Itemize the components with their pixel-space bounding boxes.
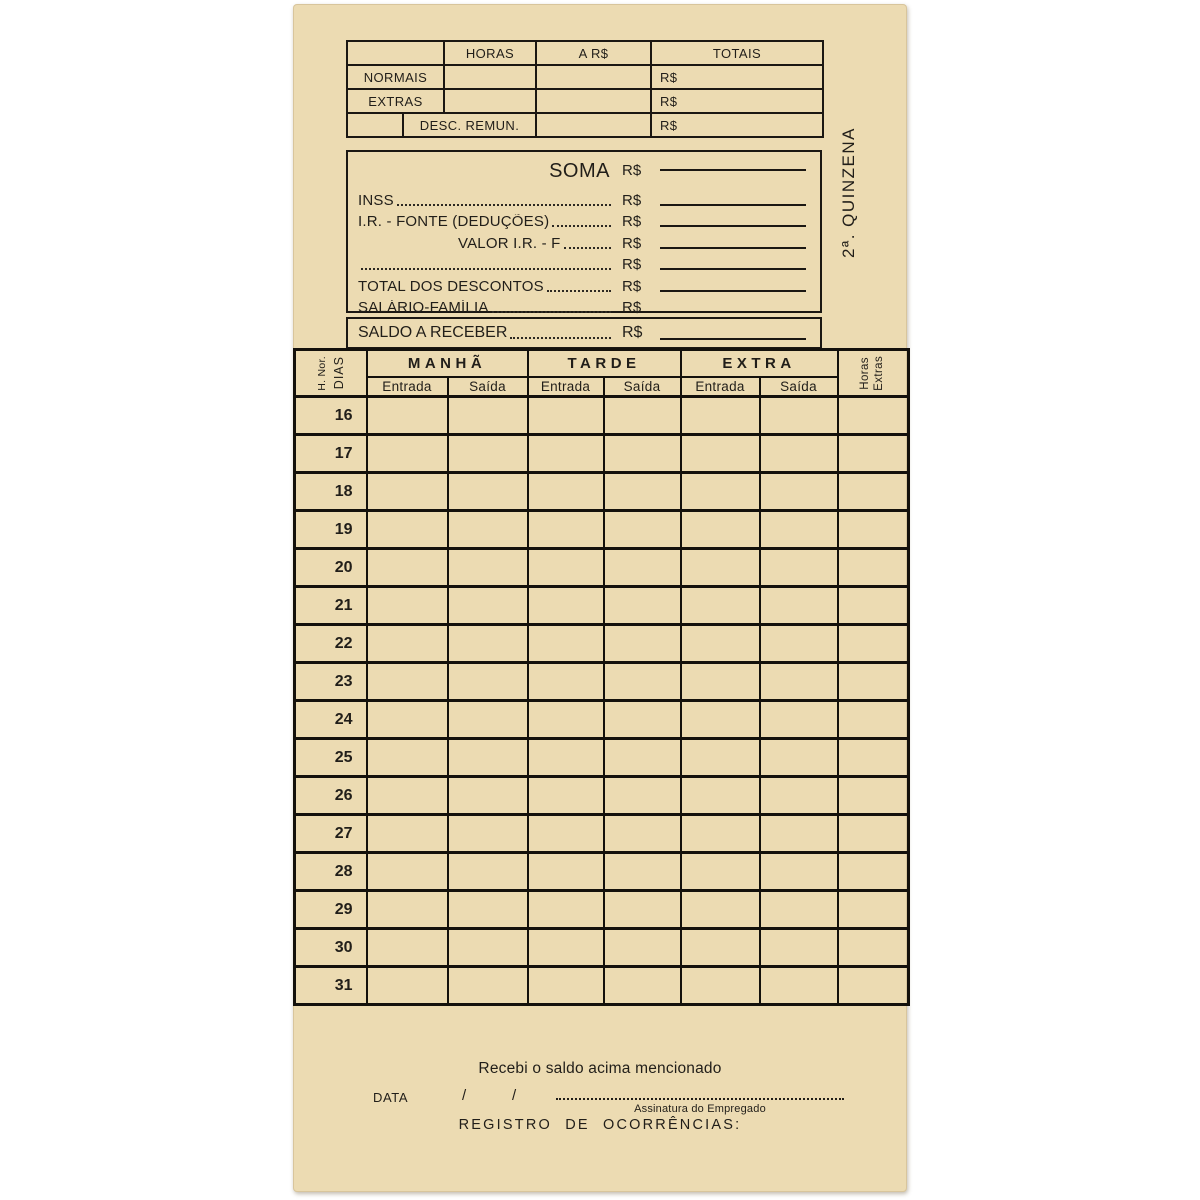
time-cell-horas-extras (838, 473, 909, 511)
time-cell-manha-entrada (367, 587, 448, 625)
time-cell-extra-saida (760, 967, 838, 1005)
dotted-leader (492, 311, 611, 313)
day-row (295, 929, 909, 967)
time-cell-manha-saida (448, 891, 528, 929)
normais-valor-cell (536, 65, 651, 89)
time-cell-tarde-entrada (528, 511, 604, 549)
deductions-box (346, 150, 822, 317)
time-cell-manha-entrada (367, 853, 448, 891)
time-cell-extra-entrada (681, 435, 760, 473)
time-cell-extra-saida (760, 815, 838, 853)
summary-lines (348, 155, 820, 316)
time-cell-manha-saida (448, 929, 528, 967)
payroll-header-row (347, 41, 823, 65)
time-cell-manha-entrada (367, 397, 448, 435)
time-cell-extra-saida (760, 701, 838, 739)
a-rs-header: A R$ (536, 41, 651, 65)
time-cell-manha-entrada (367, 701, 448, 739)
summary-line-label: SALÁRIO-FAMÍLIA (358, 300, 489, 316)
time-cell-tarde-entrada (528, 777, 604, 815)
summary-line (348, 187, 820, 209)
time-cell-manha-entrada (367, 473, 448, 511)
time-cell-tarde-entrada (528, 663, 604, 701)
normais-horas-cell (444, 65, 536, 89)
dotted-leader (547, 290, 611, 292)
time-cell-tarde-saida (604, 473, 681, 511)
time-cell-horas-extras (838, 549, 909, 587)
saldo-label-zone (358, 324, 614, 342)
time-cell-manha-saida (448, 587, 528, 625)
time-cell-tarde-saida (604, 815, 681, 853)
time-cell-tarde-entrada (528, 929, 604, 967)
time-cell-manha-saida (448, 701, 528, 739)
time-cell-extra-saida (760, 739, 838, 777)
day-number: 31 (295, 967, 367, 1005)
summary-line (348, 230, 820, 252)
time-cell-extra-saida (760, 473, 838, 511)
horas-header: HORAS (444, 41, 536, 65)
time-cell-tarde-saida (604, 549, 681, 587)
day-number: 30 (295, 929, 367, 967)
totais-header: TOTAIS (651, 41, 823, 65)
day-row (295, 967, 909, 1005)
time-cell-horas-extras (838, 435, 909, 473)
extra-entrada-header: Entrada (681, 377, 760, 397)
day-number: 28 (295, 853, 367, 891)
time-cell-manha-entrada (367, 549, 448, 587)
currency-label: R$ (622, 191, 642, 209)
day-row (295, 777, 909, 815)
time-cell-horas-extras (838, 625, 909, 663)
day-number: 23 (295, 663, 367, 701)
day-row (295, 625, 909, 663)
time-cell-extra-entrada (681, 929, 760, 967)
day-row (295, 473, 909, 511)
time-cell-extra-saida (760, 435, 838, 473)
time-cell-tarde-entrada (528, 853, 604, 891)
time-cell-extra-entrada (681, 701, 760, 739)
time-cell-extra-entrada (681, 511, 760, 549)
time-cell-manha-saida (448, 815, 528, 853)
day-number: 18 (295, 473, 367, 511)
tarde-entrada-header: Entrada (528, 377, 604, 397)
desc-remun-label: DESC. REMUN. (403, 113, 536, 137)
normais-label: NORMAIS (347, 65, 444, 89)
day-number: 19 (295, 511, 367, 549)
desc-remun-row (347, 113, 823, 137)
currency-label: R$ (622, 299, 642, 317)
extra-group-header: EXTRA (681, 350, 838, 377)
time-cell-tarde-saida (604, 929, 681, 967)
signature-dotted-line (556, 1082, 844, 1100)
time-cell-tarde-entrada (528, 815, 604, 853)
time-cell-tarde-entrada (528, 397, 604, 435)
time-cell-horas-extras (838, 701, 909, 739)
time-cell-tarde-entrada (528, 435, 604, 473)
normais-row (347, 65, 823, 89)
quinzena-label: 2ª. QUINZENA (839, 127, 858, 259)
dotted-leader (552, 225, 611, 227)
day-row (295, 511, 909, 549)
time-cell-manha-saida (448, 663, 528, 701)
time-cell-extra-entrada (681, 891, 760, 929)
time-cell-horas-extras (838, 663, 909, 701)
dotted-leader (361, 268, 611, 270)
day-row (295, 397, 909, 435)
amount-line (660, 268, 806, 270)
time-cell-tarde-entrada (528, 967, 604, 1005)
time-cell-manha-entrada (367, 511, 448, 549)
time-cell-manha-saida (448, 967, 528, 1005)
receipt-text: Recebi o saldo acima mencionado (478, 1060, 722, 1077)
time-cell-extra-entrada (681, 815, 760, 853)
extra-saida-header: Saída (760, 377, 838, 397)
time-cell-horas-extras (838, 587, 909, 625)
timesheet-group-header-row (295, 350, 909, 377)
time-cell-manha-entrada (367, 815, 448, 853)
time-cell-manha-saida (448, 511, 528, 549)
horas-extras-line2: Extras (873, 355, 886, 391)
currency-label: R$ (622, 324, 643, 341)
horas-extras-header (838, 350, 909, 397)
dias-label: DIAS (331, 356, 346, 390)
day-number: 17 (295, 435, 367, 473)
manha-saida-header: Saída (448, 377, 528, 397)
day-number: 21 (295, 587, 367, 625)
time-cell-manha-entrada (367, 891, 448, 929)
day-number: 20 (295, 549, 367, 587)
summary-line (348, 252, 820, 274)
summary-line-label: TOTAL DOS DESCONTOS (358, 278, 544, 295)
desc-remun-total-cell: R$ (651, 113, 823, 137)
timesheet-table (293, 348, 910, 1006)
time-cell-extra-saida (760, 397, 838, 435)
amount-line (660, 225, 806, 227)
time-cell-tarde-entrada (528, 891, 604, 929)
day-number: 24 (295, 701, 367, 739)
time-cell-extra-saida (760, 511, 838, 549)
time-cell-manha-saida (448, 777, 528, 815)
time-cell-extra-saida (760, 587, 838, 625)
summary-line (348, 209, 820, 231)
time-cell-tarde-entrada (528, 625, 604, 663)
time-cell-manha-entrada (367, 435, 448, 473)
day-row (295, 435, 909, 473)
time-cell-extra-entrada (681, 473, 760, 511)
currency-label: R$ (622, 277, 642, 295)
amount-line (660, 204, 806, 206)
time-cell-tarde-saida (604, 891, 681, 929)
day-number: 22 (295, 625, 367, 663)
amount-line (660, 326, 806, 340)
dias-corner-header (295, 350, 367, 397)
time-cell-extra-entrada (681, 625, 760, 663)
day-number: 27 (295, 815, 367, 853)
dias-corner-box (296, 356, 366, 391)
payroll-summary-table (346, 40, 824, 138)
time-cell-extra-saida (760, 853, 838, 891)
time-cell-tarde-entrada (528, 549, 604, 587)
time-cell-tarde-saida (604, 967, 681, 1005)
time-cell-manha-saida (448, 853, 528, 891)
day-row (295, 853, 909, 891)
time-cell-extra-entrada (681, 739, 760, 777)
day-row (295, 587, 909, 625)
time-cell-tarde-entrada (528, 701, 604, 739)
summary-line (348, 295, 820, 317)
horas-extras-box (839, 355, 908, 391)
time-cell-extra-entrada (681, 549, 760, 587)
summary-line-label: VALOR I.R. - F (458, 235, 561, 252)
time-cell-extra-saida (760, 891, 838, 929)
time-cell-extra-saida (760, 663, 838, 701)
extras-horas-cell (444, 89, 536, 113)
time-cell-manha-entrada (367, 967, 448, 1005)
day-number: 16 (295, 397, 367, 435)
time-cell-horas-extras (838, 853, 909, 891)
timecard (293, 4, 907, 1192)
time-cell-extra-entrada (681, 587, 760, 625)
time-cell-extra-saida (760, 929, 838, 967)
time-cell-manha-saida (448, 549, 528, 587)
registro-label: REGISTRO DE OCORRÊNCIAS: (458, 1117, 742, 1133)
time-cell-manha-entrada (367, 777, 448, 815)
currency-label: R$ (622, 256, 642, 274)
extras-row (347, 89, 823, 113)
signature-label: Assinatura do Empregado (634, 1103, 766, 1115)
horas-extras-line1: Horas (859, 356, 872, 390)
day-row (295, 549, 909, 587)
day-row (295, 663, 909, 701)
manha-entrada-header: Entrada (367, 377, 448, 397)
extras-valor-cell (536, 89, 651, 113)
time-cell-tarde-saida (604, 587, 681, 625)
time-cell-extra-entrada (681, 967, 760, 1005)
time-cell-tarde-saida (604, 739, 681, 777)
day-row (295, 739, 909, 777)
summary-line-label: SOMA (549, 160, 610, 182)
time-cell-tarde-saida (604, 663, 681, 701)
h-nor-label: H. Nor. (315, 355, 328, 391)
time-cell-extra-saida (760, 777, 838, 815)
amount-line (660, 247, 806, 249)
timesheet-sub-header-row (295, 377, 909, 397)
date-slash-1: / (462, 1087, 467, 1104)
time-cell-horas-extras (838, 739, 909, 777)
time-cell-tarde-saida (604, 625, 681, 663)
normais-total-cell: R$ (651, 65, 823, 89)
desc-remun-blank-cell (347, 113, 403, 137)
time-cell-horas-extras (838, 891, 909, 929)
time-cell-manha-saida (448, 473, 528, 511)
time-cell-tarde-entrada (528, 739, 604, 777)
time-cell-extra-entrada (681, 663, 760, 701)
time-cell-tarde-saida (604, 701, 681, 739)
day-number: 26 (295, 777, 367, 815)
time-cell-manha-saida (448, 435, 528, 473)
time-cell-manha-saida (448, 739, 528, 777)
time-cell-horas-extras (838, 511, 909, 549)
date-slash-2: / (512, 1087, 517, 1104)
extras-total-cell: R$ (651, 89, 823, 113)
saldo-label: SALDO A RECEBER (358, 324, 508, 341)
saldo-box (346, 317, 822, 349)
extras-label: EXTRAS (347, 89, 444, 113)
time-cell-horas-extras (838, 967, 909, 1005)
time-cell-manha-entrada (367, 739, 448, 777)
time-cell-tarde-saida (604, 435, 681, 473)
amount-line (660, 311, 806, 313)
summary-line-label: I.R. - FONTE (DEDUÇÕES) (358, 214, 550, 230)
payroll-corner-cell (347, 41, 444, 65)
time-cell-horas-extras (838, 929, 909, 967)
time-cell-tarde-saida (604, 853, 681, 891)
time-cell-tarde-entrada (528, 473, 604, 511)
currency-label: R$ (622, 234, 642, 252)
summary-line (348, 155, 820, 187)
dotted-leader (510, 337, 611, 339)
manha-group-header: MANHÃ (367, 350, 528, 377)
timesheet-body (295, 397, 909, 1005)
day-row (295, 891, 909, 929)
quinzena-band (821, 92, 877, 294)
amount-line (660, 290, 806, 292)
date-label: DATA (373, 1090, 409, 1105)
time-cell-manha-saida (448, 397, 528, 435)
summary-line-label: INSS (358, 192, 394, 209)
desc-remun-valor-cell (536, 113, 651, 137)
time-cell-tarde-entrada (528, 587, 604, 625)
amount-line (660, 169, 806, 171)
day-number: 25 (295, 739, 367, 777)
dotted-leader (397, 204, 611, 206)
time-cell-extra-entrada (681, 397, 760, 435)
time-cell-tarde-saida (604, 511, 681, 549)
currency-label: R$ (622, 213, 642, 231)
day-row (295, 701, 909, 739)
time-cell-horas-extras (838, 397, 909, 435)
time-cell-tarde-saida (604, 777, 681, 815)
time-cell-extra-entrada (681, 853, 760, 891)
time-cell-extra-saida (760, 549, 838, 587)
time-cell-extra-entrada (681, 777, 760, 815)
time-cell-manha-entrada (367, 663, 448, 701)
time-cell-tarde-saida (604, 397, 681, 435)
day-number: 29 (295, 891, 367, 929)
time-cell-manha-entrada (367, 929, 448, 967)
time-cell-horas-extras (838, 815, 909, 853)
currency-label: R$ (622, 162, 642, 180)
time-cell-horas-extras (838, 777, 909, 815)
summary-line (348, 273, 820, 295)
dotted-leader (564, 247, 611, 249)
time-cell-manha-saida (448, 625, 528, 663)
time-cell-extra-saida (760, 625, 838, 663)
tarde-saida-header: Saída (604, 377, 681, 397)
day-row (295, 815, 909, 853)
tarde-group-header: TARDE (528, 350, 681, 377)
time-cell-manha-entrada (367, 625, 448, 663)
